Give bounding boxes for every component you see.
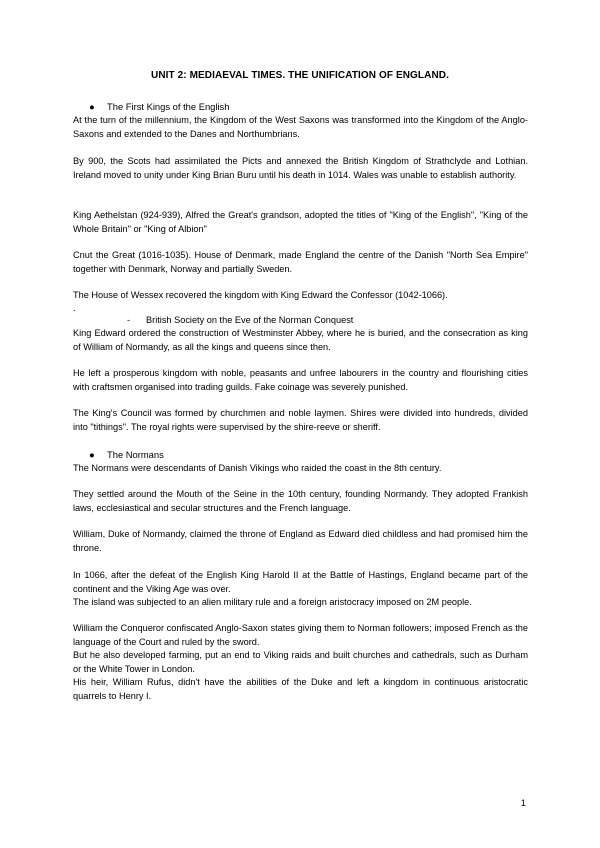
paragraph: King Edward ordered the construction of Westminster Abbey, where he is buried, and the consecration as king of William of Normandy, as all the kings and queens since then. <box>73 328 528 352</box>
heading-text: The First Kings of the English <box>107 101 230 112</box>
paragraph: By 900, the Scots had assimilated the Picts and annexed the British Kingdom of Strathclyde and Lothian. Ireland moved to unity under King Brian Buru until his death in 1014. Wales was unable to establish authority. <box>73 156 528 180</box>
paragraph: The House of Wessex recovered the kingdom with King Edward the Confessor (1042-1066). <box>73 290 448 300</box>
paragraph: King Aethelstan (924-939), Alfred the Great's grandson, adopted the titles of "King of the English", "King of the Whole Britain" or "King of Albion" <box>73 210 528 234</box>
heading-text: British Society on the Eve of the Norman Conquest <box>146 315 354 325</box>
dash-icon: - <box>127 315 131 325</box>
section-heading-kings <box>89 100 229 113</box>
paragraph: The island was subjected to an alien military rule and a foreign aristocracy imposed on 2M people. <box>73 597 472 607</box>
paragraph: The King's Council was formed by churchmen and noble laymen. Shires were divided into hundreds, divided into "tithings". The royal rights were supervised by the shire-reeve or sheriff. <box>73 408 528 432</box>
paragraph: His heir, William Rufus, didn't have the abilities of the Duke and left a kingdom in continuous aristocratic quarrels to Henry I. <box>73 677 528 701</box>
paragraph: At the turn of the millennium, the Kingdom of the West Saxons was transformed into the Kingdom of the Anglo-Saxons and extended to the Danes and Northumbrians. <box>73 115 528 139</box>
paragraph: William the Conqueror confiscated Anglo-Saxon states giving them to Norman followers; imposed French as the language of the Court and ruled by the sword. <box>73 623 528 647</box>
heading-text: The Normans <box>107 449 164 460</box>
bullet-icon: ● <box>89 449 95 460</box>
paragraph: In 1066, after the defeat of the English King Harold II at the Battle of Hastings, England became part of the continent and the Viking Age was over. <box>73 570 528 594</box>
paragraph: The Normans were descendants of Danish Vikings who raided the coast in the 8th century. <box>73 463 442 473</box>
paragraph: He left a prosperous kingdom with noble, peasants and unfree labourers in the country and flourishing cities with craftsmen organised into trading guilds. Fake coinage was severely punished. <box>73 368 528 392</box>
bullet-icon: ● <box>89 101 95 112</box>
paragraph: William, Duke of Normandy, claimed the throne of England as Edward died childless and had promised him the throne. <box>73 529 528 553</box>
paragraph: But he also developed farming, put an end to Viking raids and built churches and cathedrals, such as Durham or the White Tower in London. <box>73 650 528 674</box>
stray-mark: . <box>73 303 76 313</box>
page-number: 1 <box>520 797 526 808</box>
section-heading-society <box>127 314 353 327</box>
paragraph: Cnut the Great (1016-1035). House of Denmark, made England the centre of the Danish "North Sea Empire" together with Denmark, Norway and partially Sweden. <box>73 250 528 274</box>
section-heading-normans <box>89 448 164 461</box>
paragraph: They settled around the Mouth of the Seine in the 10th century, founding Normandy. They adopted Frankish laws, ecclesiastical and secular structures and the French language. <box>73 489 528 513</box>
page-title: UNIT 2: MEDIAEVAL TIMES. THE UNIFICATION OF ENGLAND. <box>151 70 449 81</box>
